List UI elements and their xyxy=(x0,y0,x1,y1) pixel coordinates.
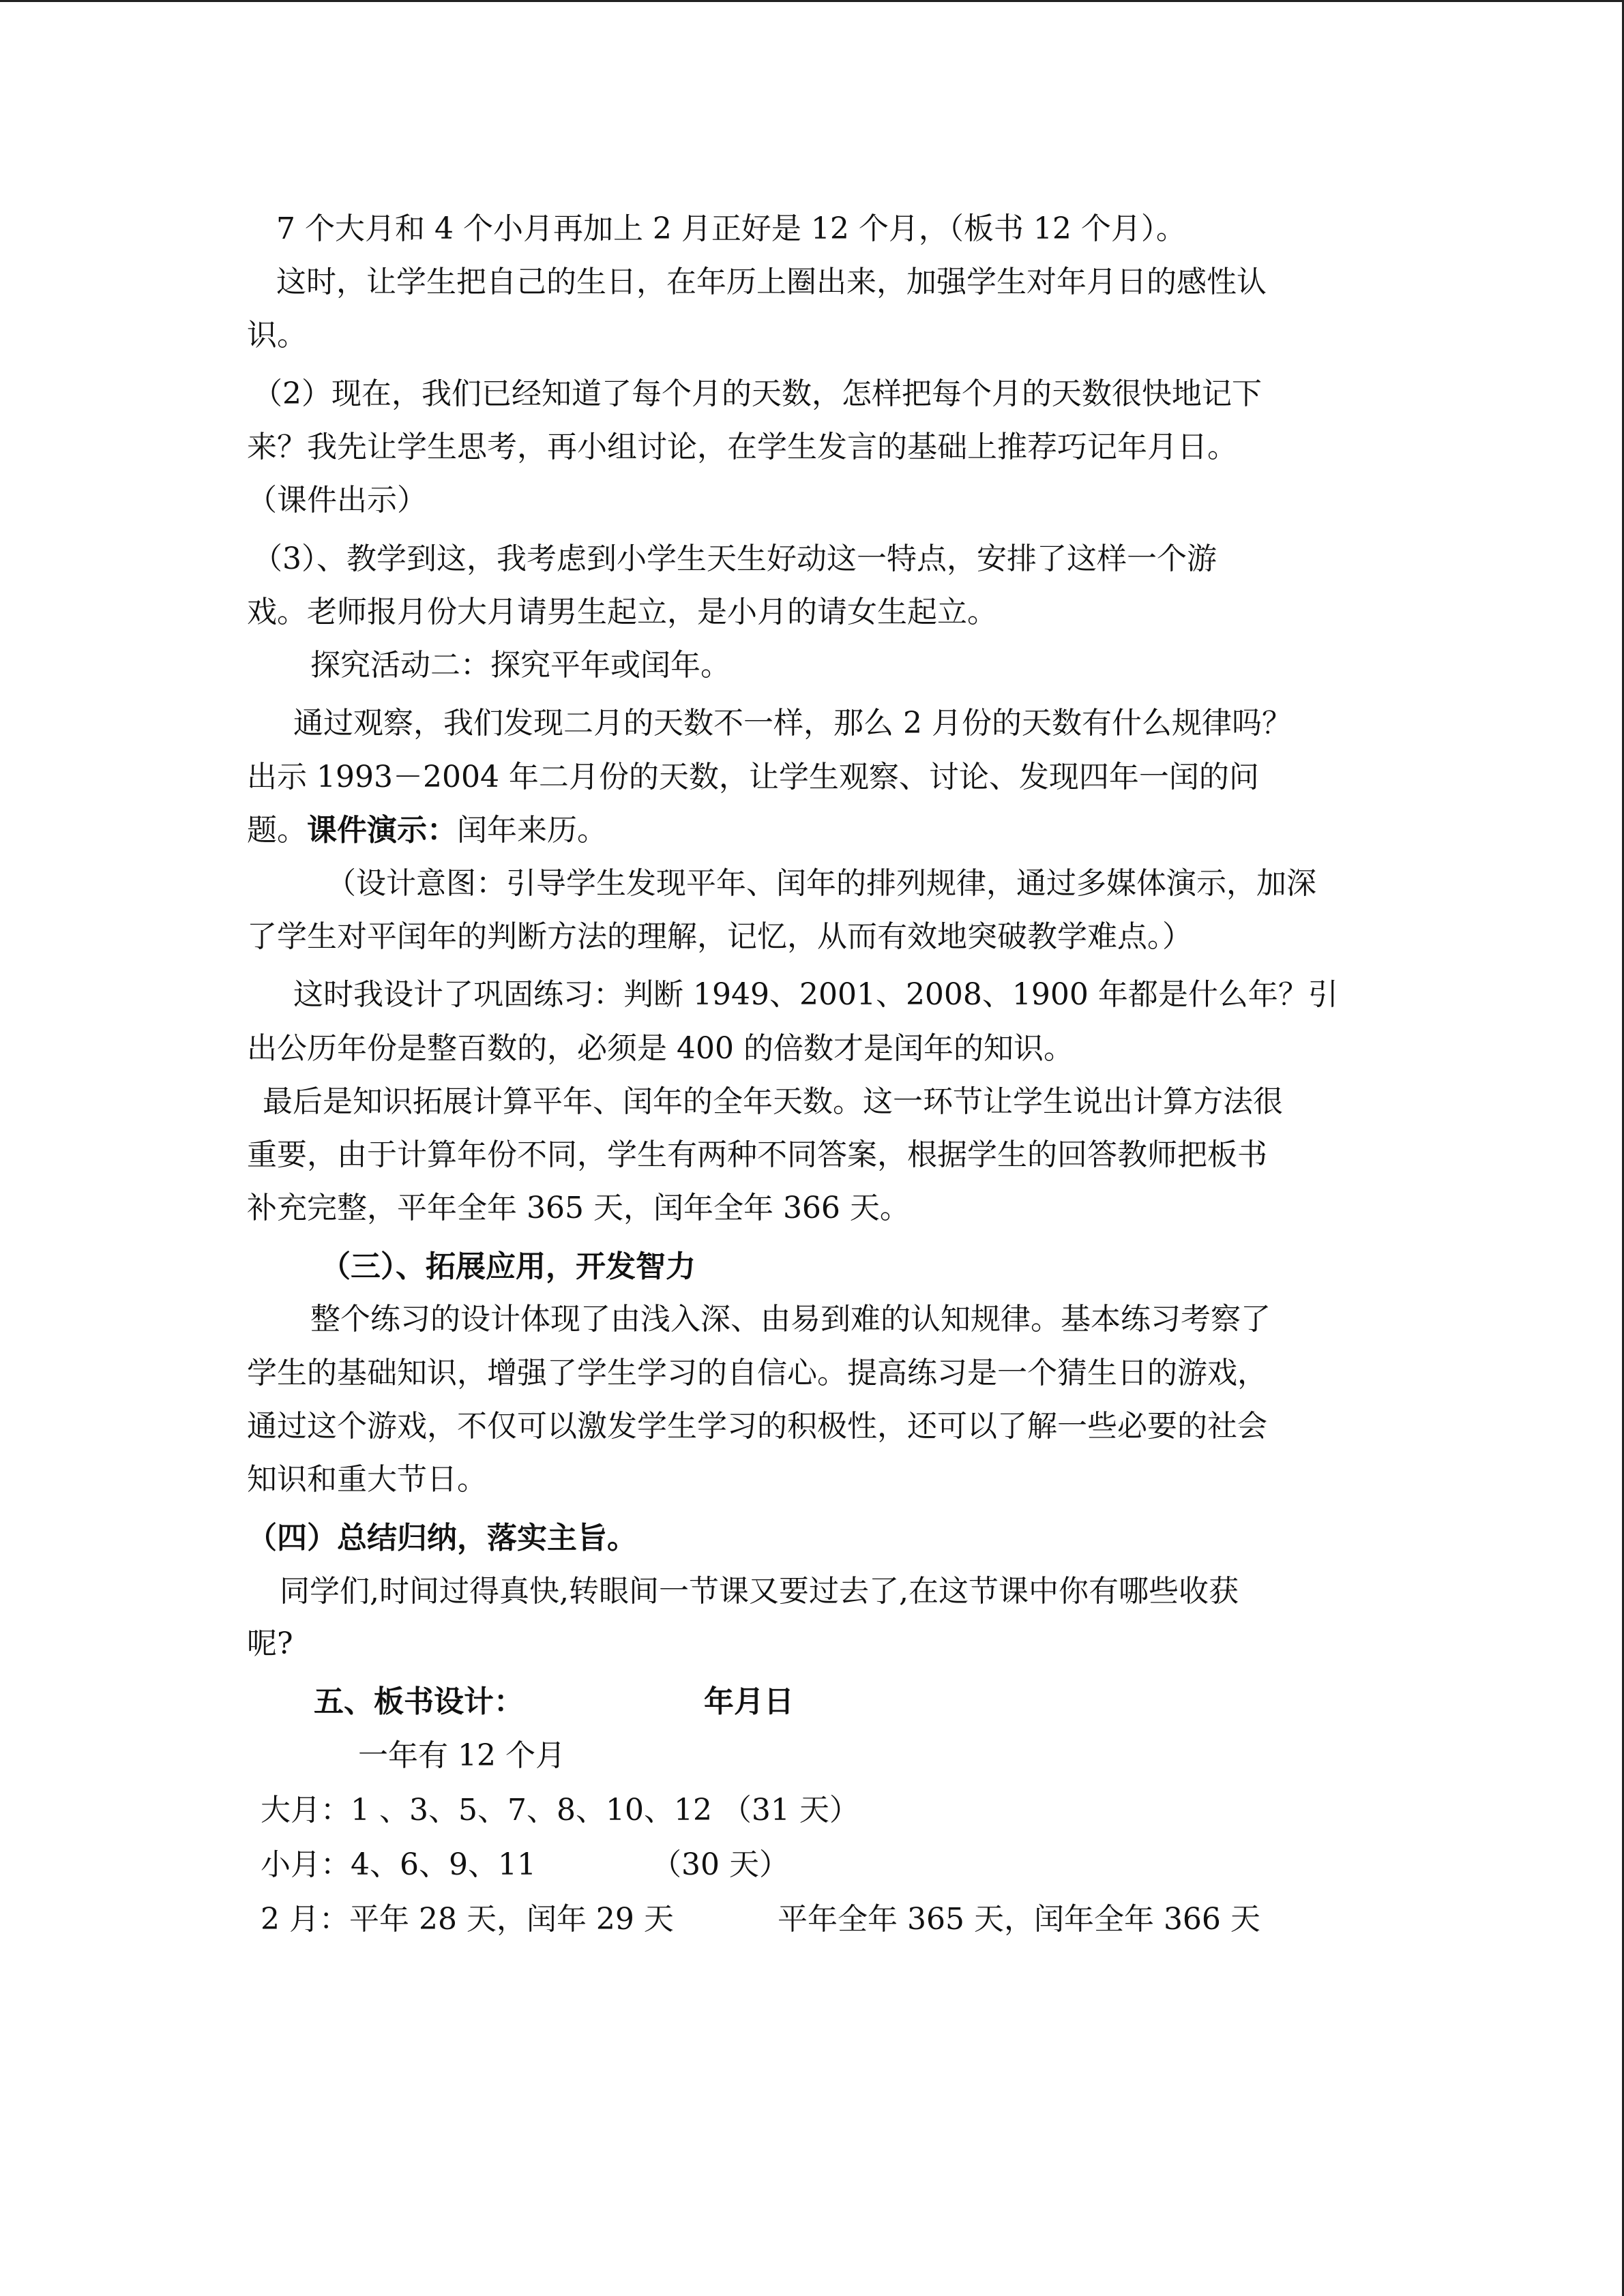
text-line: （3）、教学到这，我考虑到小学生天生好动这一特点，安排了这样一个游 xyxy=(252,541,1217,576)
text-line: 出示 1993－2004 年二月份的天数，让学生观察、讨论、发现四年一闰的问 xyxy=(247,760,1259,794)
text-line: 了学生对平闰年的判断方法的理解，记忆，从而有效地突破教学难点。） xyxy=(247,919,1192,954)
text-line: 戏。老师报月份大月请男生起立，是小月的请女生起立。 xyxy=(247,595,997,629)
section-heading: （三）、拓展应用，开发智力 xyxy=(321,1249,696,1284)
text-line xyxy=(247,810,607,851)
text-line: 通过观察，我们发现二月的天数不一样，那么 2 月份的天数有什么规律吗？ xyxy=(293,706,1292,741)
text-run: 闰年来历。 xyxy=(457,813,607,848)
board-line: 平年全年 365 天，闰年全年 366 天 xyxy=(778,1902,1260,1937)
text-line: 呢? xyxy=(247,1626,293,1661)
text-line: 探究活动二：探究平年或闰年。 xyxy=(310,648,730,683)
text-line: （设计意图：引导学生发现平年、闰年的排列规律，通过多媒体演示，加深 xyxy=(326,866,1316,901)
text-line: （课件出示） xyxy=(247,483,427,518)
text-line: 最后是知识拓展计算平年、闰年的全年天数。这一环节让学生说出计算方法很 xyxy=(263,1084,1283,1119)
bold-label: 课件演示： xyxy=(307,813,457,848)
text-line: 通过这个游戏，不仅可以激发学生学习的积极性，还可以了解一些必要的社会 xyxy=(247,1409,1267,1444)
text-line: 重要，由于计算年份不同，学生有两种不同答案，根据学生的回答教师把板书 xyxy=(247,1137,1267,1172)
text-line: （2）现在，我们已经知道了每个月的天数，怎样把每个月的天数很快地记下 xyxy=(252,376,1262,411)
text-line: 来？我先让学生思考，再小组讨论，在学生发言的基础上推荐巧记年月日。 xyxy=(247,430,1237,464)
text-line: 识。 xyxy=(247,318,307,353)
text-line: 学生的基础知识，增强了学生学习的自信心。提高练习是一个猜生日的游戏， xyxy=(247,1356,1267,1390)
text-line: 7 个大月和 4 个小月再加上 2 月正好是 12 个月，（板书 12 个月）。 xyxy=(276,211,1186,246)
text-line: 补充完整，平年全年 365 天，闰年全年 366 天。 xyxy=(247,1191,910,1225)
text-line: 这时我设计了巩固练习：判断 1949、2001、2008、1900 年都是什么年？引 xyxy=(293,977,1338,1012)
text-run: 题。 xyxy=(247,813,307,848)
board-line: 大月：1 、3、5、7、8、10、12 （31 天） xyxy=(261,1793,859,1828)
board-line: （30 天） xyxy=(651,1847,789,1882)
text-line: 出公历年份是整百数的，必须是 400 的倍数才是闰年的知识。 xyxy=(247,1031,1074,1066)
board-line: 2 月：平年 28 天，闰年 29 天 xyxy=(261,1902,674,1937)
text-line: 整个练习的设计体现了由浅入深、由易到难的认知规律。基本练习考察了 xyxy=(310,1302,1271,1337)
text-line: 同学们,时间过得真快,转眼间一节课又要过去了,在这节课中你有哪些收获 xyxy=(280,1574,1239,1609)
board-title: 年月日 xyxy=(704,1684,794,1719)
section-heading: （四）总结归纳，落实主旨。 xyxy=(247,1521,637,1555)
text-line: 知识和重大节日。 xyxy=(247,1462,487,1497)
board-line: 一年有 12 个月 xyxy=(358,1738,565,1773)
section-heading: 五、板书设计： xyxy=(314,1684,524,1719)
text-line: 这时，让学生把自己的生日，在年历上圈出来，加强学生对年月日的感性认 xyxy=(276,265,1267,299)
board-line: 小月：4、6、9、11 xyxy=(261,1847,536,1882)
